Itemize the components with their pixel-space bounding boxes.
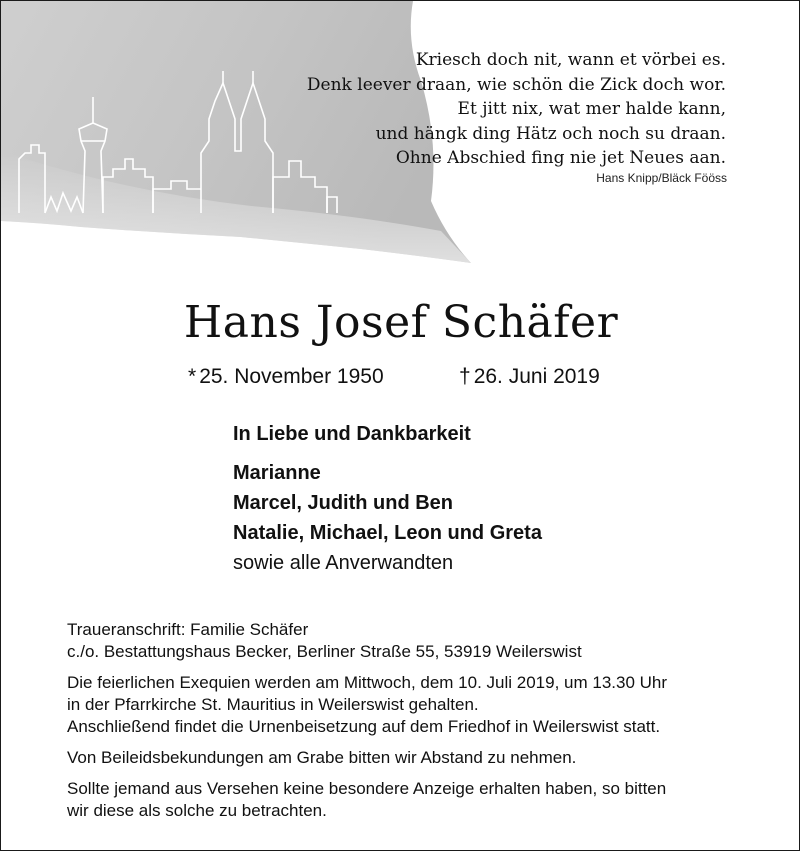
poem-line: und hängk ding Hätz och noch su draan. [375, 123, 726, 144]
poem-line: Denk leever draan, wie schön die Zick doch wor. [306, 74, 726, 95]
service-line: in der Pfarrkirche St. Mauritius in Weilerswist gehalten. [67, 695, 479, 714]
address-line: c./o. Bestattungshaus Becker, Berliner Straße 55, 53919 Weilerswist [67, 642, 582, 661]
poem-author: Hans Knipp/Bläck Fööss [596, 171, 727, 185]
family-member: Marcel, Judith und Ben [233, 492, 454, 514]
poem-line: Ohne Abschied fing nie jet Neues aan. [395, 148, 726, 168]
family-member: Marianne [233, 462, 321, 484]
poem-line: Kriesch doch nit, wann et vörbei es. [415, 50, 726, 70]
service-line: Die feierlichen Exequien werden am Mittwoch, dem 10. Juli 2019, um 13.30 Uhr [67, 673, 668, 692]
poem-line: Et jitt nix, wat mer halde kann, [457, 99, 726, 119]
star-icon: * [188, 365, 197, 388]
address-line: Traueranschrift: Familie Schäfer [67, 620, 309, 639]
notice-line: Sollte jemand aus Versehen keine besondere Anzeige erhalten haben, so bitten [67, 779, 667, 798]
mourning-address [67, 619, 767, 663]
birth-date-value: 25. November 1950 [199, 365, 384, 388]
condolence-note: Von Beileidsbekundungen am Grabe bitten wir Abstand zu nehmen. [67, 748, 577, 767]
death-date-value: 26. Juni 2019 [473, 365, 600, 388]
notice-line: wir diese als solche zu betrachten. [67, 801, 327, 820]
poem [307, 48, 726, 171]
deceased-name: Hans Josef Schäfer [183, 297, 619, 348]
service-details [67, 672, 767, 738]
notice-note [67, 778, 767, 822]
funeral-info [67, 619, 767, 831]
death-date [459, 365, 600, 389]
cross-icon: † [459, 365, 471, 388]
family-member: Natalie, Michael, Leon und Greta [233, 522, 542, 544]
family-signature [233, 423, 542, 578]
family-heading: In Liebe und Dankbarkeit [233, 423, 471, 445]
family-relatives: sowie alle Anverwandten [233, 552, 454, 574]
service-line: Anschließend findet die Urnenbeisetzung auf dem Friedhof in Weilerswist statt. [67, 717, 661, 736]
birth-date [188, 365, 384, 389]
